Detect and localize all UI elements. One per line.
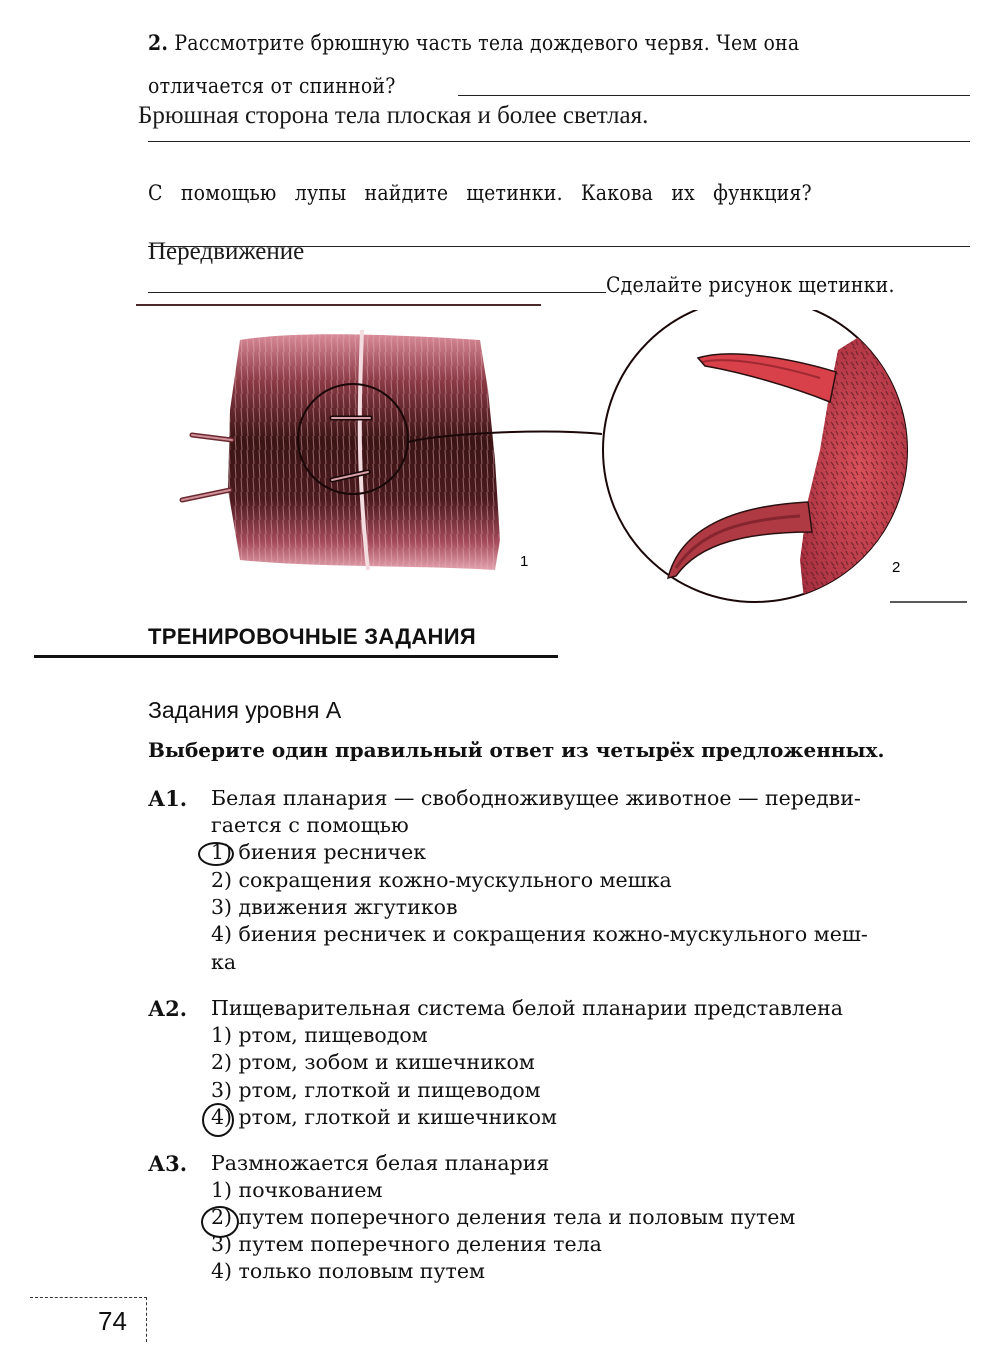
magnified-bristles-drawing xyxy=(603,310,920,610)
option-4-continuation: ка xyxy=(211,950,237,974)
option-1[interactable]: 1) почкованием xyxy=(211,1178,383,1202)
option-4[interactable]: 4) биения ресничек и сокращения кожно-мускульного меш- xyxy=(211,922,868,946)
option-1[interactable]: 1) биения ресничек xyxy=(211,840,427,864)
exercise-question-line1 xyxy=(148,30,799,55)
selected-answer-circle xyxy=(198,842,234,866)
task-number: А1. xyxy=(148,786,188,811)
option-2[interactable]: 2) путем поперечного деления тела и половым путем xyxy=(211,1205,796,1229)
exercise-question-text: Рассмотрите брюшную часть тела дождевого червя. Чем она xyxy=(174,31,800,55)
page-number-box xyxy=(30,1297,147,1342)
option-1[interactable]: 1) ртом, пищеводом xyxy=(211,1023,428,1047)
figure-label-1: 1 xyxy=(520,553,529,570)
option-2[interactable]: 2) ртом, зобом и кишечником xyxy=(211,1050,535,1074)
exercise-question-line2: отличается от спинной? xyxy=(148,74,396,98)
option-4[interactable]: 4) ртом, глоткой и кишечником xyxy=(211,1105,557,1129)
answer-line xyxy=(148,141,970,142)
drawing-underline xyxy=(136,304,541,306)
answer-ventral-side[interactable]: Брюшная сторона тела плоская и более светлая. xyxy=(138,102,649,129)
option-4[interactable]: 4) только половым путем xyxy=(211,1259,485,1283)
option-3[interactable]: 3) ртом, глоткой и пищеводом xyxy=(211,1078,541,1102)
answer-line xyxy=(458,95,970,96)
task-text: Размножается белая планария xyxy=(211,1151,550,1175)
draw-prompt: Сделайте рисунок щетинки. xyxy=(606,273,895,297)
bristles-question: С помощью лупы найдите щетинки. Какова их функция? xyxy=(148,181,812,205)
earthworm-segment-drawing xyxy=(182,330,602,570)
figure-label-2: 2 xyxy=(892,559,901,576)
page-number: 74 xyxy=(98,1306,127,1336)
answer-bristles-function[interactable]: Передвижение xyxy=(148,238,305,265)
earthworm-bristle-figure xyxy=(0,310,1000,610)
option-3[interactable]: 3) движения жгутиков xyxy=(211,895,458,919)
section-rule xyxy=(34,655,558,658)
instruction: Выберите один правильный ответ из четырёх предложенных. xyxy=(148,738,885,762)
task-text: Белая планария — свободноживущее животное — передви- xyxy=(211,786,861,810)
level-heading: Задания уровня А xyxy=(148,697,342,723)
section-title: ТРЕНИРОВОЧНЫЕ ЗАДАНИЯ xyxy=(148,624,476,649)
task-number: А3. xyxy=(148,1151,188,1176)
exercise-number: 2. xyxy=(148,30,169,55)
option-3[interactable]: 3) путем поперечного деления тела xyxy=(211,1232,602,1256)
option-2[interactable]: 2) сокращения кожно-мускульного мешка xyxy=(211,868,672,892)
task-text: гается с помощью xyxy=(211,813,409,837)
task-number: А2. xyxy=(148,996,188,1021)
selected-answer-circle xyxy=(202,1103,234,1137)
task-text: Пищеварительная система белой планарии представлена xyxy=(211,996,843,1020)
answer-line xyxy=(148,292,606,293)
